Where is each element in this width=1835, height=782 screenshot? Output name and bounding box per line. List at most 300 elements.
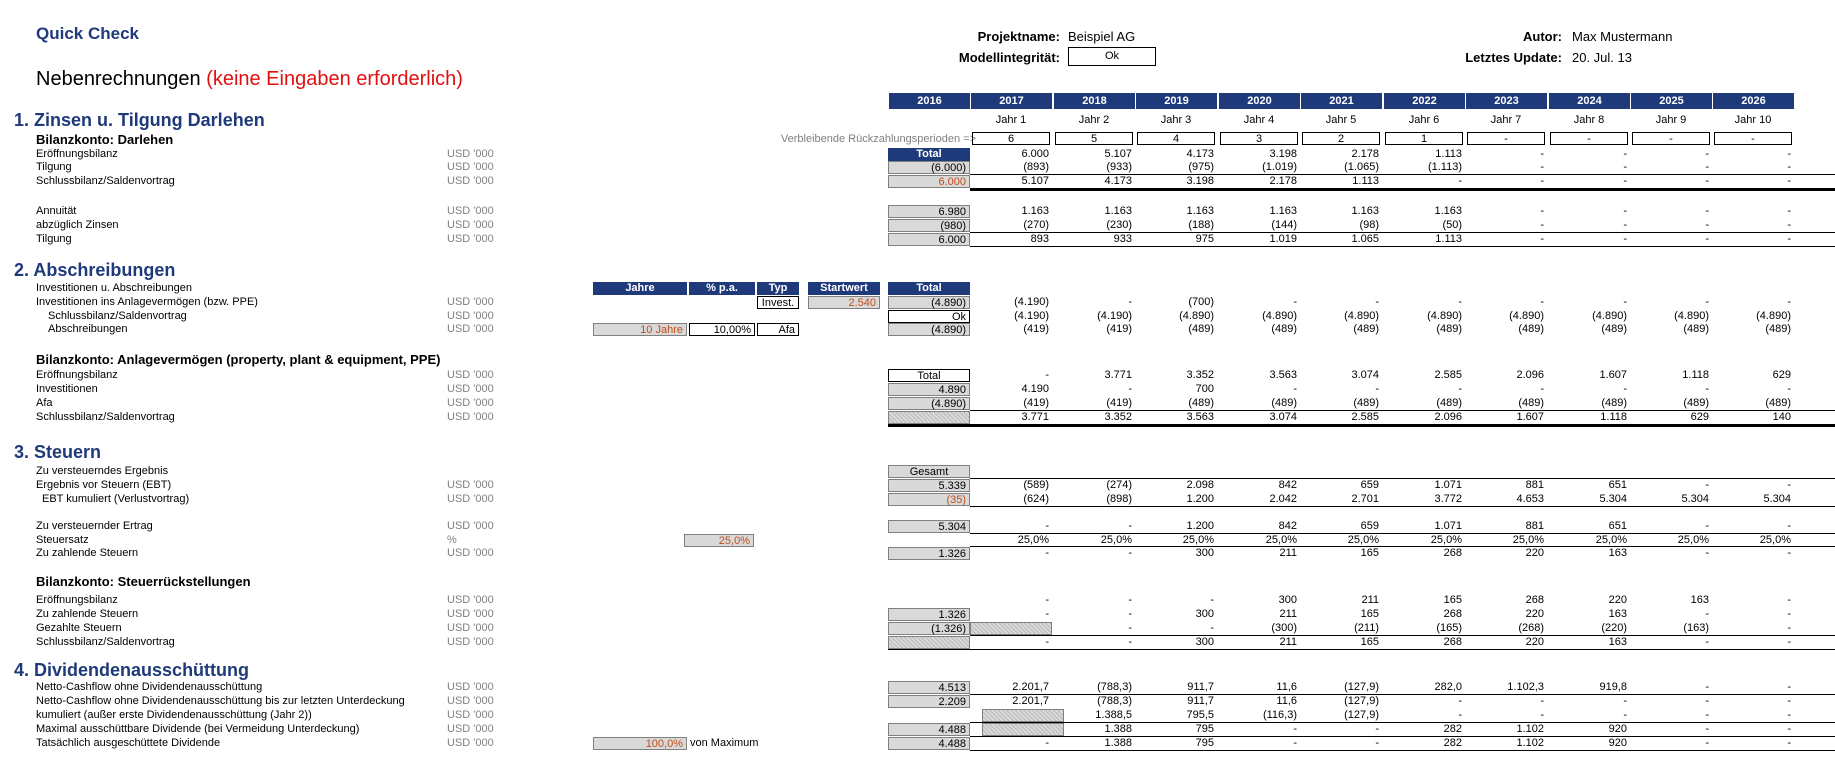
value-cell: 651	[1608, 520, 1627, 532]
total-cell: (4.890)	[888, 397, 970, 410]
blank-cell	[982, 709, 1064, 722]
jahr-label: Jahr 2	[1078, 114, 1110, 126]
value-cell: -	[1705, 161, 1709, 173]
value-cell: -	[1128, 547, 1132, 559]
value-cell: (230)	[1106, 219, 1132, 231]
ok-cell: Ok	[888, 310, 970, 323]
value-cell: 1.163	[1434, 205, 1462, 217]
value-cell: 140	[1772, 411, 1791, 423]
rule-line	[970, 533, 1835, 534]
value-cell: (188)	[1188, 219, 1214, 231]
unit-label: USD '000	[447, 681, 494, 693]
unit-label: USD '000	[447, 608, 494, 620]
value-cell: (419)	[1023, 397, 1049, 409]
period-cell: 5	[1055, 132, 1133, 145]
value-cell: (419)	[1023, 323, 1049, 335]
jahr-label: Jahr 3	[1160, 114, 1192, 126]
autor-label: Autor:	[1523, 29, 1562, 44]
jahr-label: Jahr 10	[1734, 114, 1772, 126]
value-cell: 3.771	[1104, 369, 1132, 381]
value-cell: -	[1540, 175, 1544, 187]
value-cell: 2.585	[1351, 411, 1379, 423]
value-cell: (489)	[1436, 397, 1462, 409]
value-cell: -	[1623, 219, 1627, 231]
unit-label: USD '000	[447, 175, 494, 187]
jahr-label: Jahr 4	[1243, 114, 1275, 126]
value-cell: 1.019	[1269, 233, 1297, 245]
value-cell: 6.000	[1021, 148, 1049, 160]
rule-line	[970, 188, 1835, 191]
value-cell: -	[1293, 383, 1297, 395]
unit-label: USD '000	[447, 369, 494, 381]
value-cell: -	[1623, 296, 1627, 308]
value-cell: 1.388	[1104, 723, 1132, 735]
row-label-s3b-0: Eröffnungsbilanz	[36, 594, 118, 606]
value-cell: -	[1458, 709, 1462, 721]
value-cell: 1.163	[1269, 205, 1297, 217]
value-cell: 842	[1278, 520, 1297, 532]
jahre-input: 10 Jahre	[593, 323, 687, 336]
value-cell: 2.178	[1351, 148, 1379, 160]
total-cell: 6.000	[888, 175, 970, 188]
value-cell: (1.019)	[1262, 161, 1297, 173]
value-cell: -	[1375, 723, 1379, 735]
value-cell: 5.107	[1021, 175, 1049, 187]
value-cell: -	[1045, 520, 1049, 532]
value-cell: -	[1787, 205, 1791, 217]
value-cell: 25,0%	[1430, 534, 1462, 546]
value-cell: 4.173	[1186, 148, 1214, 160]
value-cell: -	[1623, 695, 1627, 707]
value-cell: 842	[1278, 479, 1297, 491]
blank-cell	[888, 636, 970, 649]
value-cell: 163	[1690, 594, 1709, 606]
value-cell: 4.653	[1516, 493, 1544, 505]
row-label-s3-1: EBT kumuliert (Verlustvortrag)	[42, 493, 190, 505]
sheet-title: Quick Check	[36, 24, 139, 43]
value-cell: (220)	[1601, 622, 1627, 634]
unit-label: USD '000	[447, 205, 494, 217]
subsection-darlehen: Bilanzkonto: Darlehen	[36, 132, 174, 147]
value-cell: -	[1623, 205, 1627, 217]
value-cell: (116,3)	[1262, 709, 1297, 721]
value-cell: 25,0%	[1100, 534, 1132, 546]
value-cell: 300	[1195, 608, 1214, 620]
period-cell: 1	[1385, 132, 1463, 145]
value-cell: (4.890)	[1262, 310, 1297, 322]
value-cell: -	[1458, 296, 1462, 308]
steuersatz-input: 25,0%	[684, 534, 754, 547]
value-cell: 220	[1608, 594, 1627, 606]
value-cell: (4.190)	[1014, 310, 1049, 322]
value-cell: 25,0%	[1347, 534, 1379, 546]
total-cell: 4.513	[888, 681, 970, 694]
value-cell: -	[1787, 520, 1791, 532]
value-cell: (624)	[1023, 493, 1049, 505]
value-cell: -	[1705, 520, 1709, 532]
value-cell: -	[1705, 233, 1709, 245]
total-cell: 6.000	[888, 233, 970, 246]
value-cell: -	[1128, 520, 1132, 532]
value-cell: 911,7	[1187, 681, 1214, 693]
value-cell: (893)	[1023, 161, 1049, 173]
value-cell: (933)	[1106, 161, 1132, 173]
value-cell: -	[1128, 594, 1132, 606]
value-cell: 659	[1360, 520, 1379, 532]
rule-line	[970, 750, 1835, 751]
value-cell: -	[1375, 383, 1379, 395]
row-label-s3b-1: Zu zahlende Steuern	[36, 608, 139, 620]
value-cell: (4.890)	[1509, 310, 1544, 322]
value-cell: 795	[1195, 737, 1214, 749]
value-cell: -	[1540, 296, 1544, 308]
col-head-2: Typ	[757, 282, 799, 295]
subtitle	[36, 68, 463, 91]
value-cell: (4.190)	[1014, 296, 1049, 308]
value-cell: (489)	[1518, 323, 1544, 335]
value-cell: 1.102,3	[1507, 681, 1544, 693]
value-cell: (489)	[1765, 323, 1791, 335]
subsection-steuerrueckstellungen: Bilanzkonto: Steuerrückstellungen	[36, 574, 251, 589]
value-cell: (419)	[1106, 323, 1132, 335]
row-label-s1-3: Annuität	[36, 205, 77, 217]
period-cell: -	[1714, 132, 1792, 145]
value-cell: (268)	[1518, 622, 1544, 634]
value-cell: -	[1787, 737, 1791, 749]
blank-cell	[970, 622, 1052, 635]
value-cell: 3.352	[1104, 411, 1132, 423]
value-cell: -	[1623, 709, 1627, 721]
row-label-s3-4: Zu zahlende Steuern	[36, 547, 139, 559]
value-cell: 165	[1360, 547, 1379, 559]
row-label-s2-1: Schlussbilanz/Saldenvortrag	[48, 310, 187, 322]
value-cell: -	[1787, 175, 1791, 187]
pct-input: 100,0%	[593, 737, 687, 750]
value-cell: 881	[1525, 520, 1544, 532]
value-cell: -	[1623, 383, 1627, 395]
blank-cell	[888, 411, 970, 424]
value-cell: 163	[1608, 608, 1627, 620]
value-cell: (489)	[1353, 323, 1379, 335]
unit-label: USD '000	[447, 411, 494, 423]
value-cell: 165	[1360, 608, 1379, 620]
unit-label: USD '000	[447, 397, 494, 409]
value-cell: -	[1705, 723, 1709, 735]
value-cell: -	[1787, 547, 1791, 559]
value-cell: 5.107	[1104, 148, 1132, 160]
rule-line	[888, 649, 1835, 650]
value-cell: (898)	[1106, 493, 1132, 505]
value-cell: 1.113	[1435, 233, 1462, 245]
value-cell: -	[1705, 608, 1709, 620]
value-cell: (4.890)	[1674, 310, 1709, 322]
year-header-2020: 2020	[1218, 93, 1300, 109]
value-cell: 975	[1195, 233, 1214, 245]
row-label-s4-1: Netto-Cashflow ohne Dividendenausschüttung bis zur letzten Unterdeckung	[36, 695, 405, 707]
period-cell: -	[1467, 132, 1545, 145]
year-header-2022: 2022	[1383, 93, 1465, 109]
value-cell: -	[1787, 695, 1791, 707]
value-cell: -	[1128, 608, 1132, 620]
modellintegritaet-status: Ok	[1068, 47, 1156, 66]
total-cell: (4.890)	[888, 323, 970, 336]
value-cell: -	[1458, 695, 1462, 707]
value-cell: 700	[1195, 383, 1214, 395]
rule-line	[970, 635, 1835, 636]
rule-line	[970, 722, 1835, 723]
value-cell: -	[1705, 709, 1709, 721]
unit-label: USD '000	[447, 296, 494, 308]
year-header-2025: 2025	[1630, 93, 1712, 109]
value-cell: (127,9)	[1344, 695, 1379, 707]
value-cell: -	[1787, 723, 1791, 735]
period-cell: -	[1550, 132, 1628, 145]
value-cell: 659	[1360, 479, 1379, 491]
value-cell: (975)	[1188, 161, 1214, 173]
total-cell: 4.890	[888, 383, 970, 396]
unit-label: USD '000	[447, 547, 494, 559]
value-cell: 211	[1279, 547, 1297, 559]
value-cell: (1.113)	[1427, 161, 1462, 173]
value-cell: 919,8	[1599, 681, 1627, 693]
value-cell: -	[1293, 723, 1297, 735]
value-cell: (788,3)	[1097, 695, 1132, 707]
subsection-investitionen: Investitionen u. Abschreibungen	[36, 282, 192, 294]
value-cell: 211	[1279, 636, 1297, 648]
value-cell: 300	[1278, 594, 1297, 606]
value-cell: (489)	[1518, 397, 1544, 409]
value-cell: 1.388,5	[1095, 709, 1132, 721]
row-label-s3-0: Ergebnis vor Steuern (EBT)	[36, 479, 172, 491]
total-cell: (980)	[888, 219, 970, 232]
unit-label: USD '000	[447, 219, 494, 231]
value-cell: (489)	[1271, 397, 1297, 409]
value-cell: 5.304	[1599, 493, 1627, 505]
value-cell: 2.201,7	[1012, 695, 1049, 707]
value-cell: 1.163	[1351, 205, 1379, 217]
total-cell: 1.326	[888, 547, 970, 560]
value-cell: -	[1623, 148, 1627, 160]
value-cell: 268	[1443, 547, 1462, 559]
period-cell: 6	[972, 132, 1050, 145]
total-cell: 5.339	[888, 479, 970, 492]
unit-label: USD '000	[447, 383, 494, 395]
value-cell: 1.065	[1351, 233, 1379, 245]
value-cell: -	[1787, 709, 1791, 721]
value-cell: 795	[1195, 723, 1214, 735]
value-cell: (489)	[1601, 397, 1627, 409]
value-cell: 1.388	[1104, 737, 1132, 749]
rule-line	[970, 546, 1835, 547]
year-header-2017: 2017	[970, 93, 1052, 109]
total-header-ppe: Total	[888, 369, 970, 382]
value-cell: -	[1787, 681, 1791, 693]
value-cell: -	[1705, 737, 1709, 749]
value-cell: 795,5	[1186, 709, 1214, 721]
value-cell: 1.200	[1186, 493, 1214, 505]
value-cell: 282	[1443, 737, 1462, 749]
value-cell: -	[1787, 622, 1791, 634]
value-cell: (127,9)	[1344, 681, 1379, 693]
total-cell: 1.326	[888, 608, 970, 621]
value-cell: -	[1540, 695, 1544, 707]
row-label-s4-4: Tatsächlich ausgeschüttete Dividende	[36, 737, 221, 749]
value-cell: 3.074	[1351, 369, 1379, 381]
year-header-2018: 2018	[1053, 93, 1135, 109]
rule-line	[970, 694, 1835, 695]
blank-cell	[982, 723, 1064, 736]
periods-label: Verbleibende Rückzahlungsperioden =>	[780, 133, 976, 145]
projektname-label: Projektname:	[977, 29, 1060, 44]
period-cell: -	[1632, 132, 1710, 145]
total-cell: (6.000)	[888, 161, 970, 174]
value-cell: -	[1540, 219, 1544, 231]
value-cell: (4.890)	[1344, 310, 1379, 322]
value-cell: -	[1210, 622, 1214, 634]
value-cell: 163	[1608, 636, 1627, 648]
unit-label: USD '000	[447, 723, 494, 735]
value-cell: 933	[1113, 233, 1132, 245]
value-cell: 2.098	[1186, 479, 1214, 491]
value-cell: 220	[1525, 636, 1544, 648]
row-label-s1-5: Tilgung	[36, 233, 72, 245]
value-cell: -	[1705, 695, 1709, 707]
value-cell: -	[1045, 547, 1049, 559]
col-head-3: Startwert	[808, 282, 880, 295]
value-cell: 2.585	[1434, 369, 1462, 381]
value-cell: 1.200	[1186, 520, 1214, 532]
pct-input: 10,00%	[689, 323, 755, 336]
value-cell: (489)	[1271, 323, 1297, 335]
value-cell: -	[1705, 383, 1709, 395]
value-cell: (489)	[1683, 397, 1709, 409]
value-cell: 1.113	[1435, 148, 1462, 160]
value-cell: -	[1375, 296, 1379, 308]
section-title-steuern: 3. Steuern	[14, 442, 102, 462]
period-cell: 4	[1137, 132, 1215, 145]
value-cell: -	[1705, 148, 1709, 160]
value-cell: 25,0%	[1017, 534, 1049, 546]
value-cell: 1.118	[1600, 411, 1627, 423]
value-cell: (489)	[1683, 323, 1709, 335]
value-cell: 4.173	[1104, 175, 1132, 187]
value-cell: (4.890)	[1756, 310, 1791, 322]
value-cell: -	[1045, 608, 1049, 620]
value-cell: -	[1210, 594, 1214, 606]
value-cell: 893	[1030, 233, 1049, 245]
unit-label: USD '000	[447, 323, 494, 335]
value-cell: (165)	[1436, 622, 1462, 634]
row-label-s4-0: Netto-Cashflow ohne Dividendenausschüttung	[36, 681, 263, 693]
value-cell: (274)	[1106, 479, 1132, 491]
row-label-s2b-0: Eröffnungsbilanz	[36, 369, 118, 381]
period-cell: 3	[1220, 132, 1298, 145]
value-cell: 25,0%	[1677, 534, 1709, 546]
value-cell: -	[1787, 219, 1791, 231]
row-label-s1-2: Schlussbilanz/Saldenvortrag	[36, 175, 175, 187]
total-cell: 4.488	[888, 723, 970, 736]
update-label: Letztes Update:	[1465, 50, 1562, 65]
von-maximum-label: von Maximum	[690, 737, 759, 749]
value-cell: -	[1705, 547, 1709, 559]
value-cell: 165	[1443, 594, 1462, 606]
value-cell: -	[1458, 383, 1462, 395]
year-header-2023: 2023	[1465, 93, 1547, 109]
unit-label: USD '000	[447, 233, 494, 245]
value-cell: -	[1045, 636, 1049, 648]
value-cell: 3.198	[1269, 148, 1297, 160]
row-label-s1-1: Tilgung	[36, 161, 72, 173]
value-cell: -	[1623, 175, 1627, 187]
startwert-input: 2.540	[808, 296, 880, 309]
value-cell: -	[1787, 233, 1791, 245]
value-cell: 3.772	[1434, 493, 1462, 505]
row-label-s4-2: kumuliert (außer erste Dividendenausschüttung (Jahr 2))	[36, 709, 312, 721]
value-cell: 211	[1279, 608, 1297, 620]
value-cell: (98)	[1359, 219, 1379, 231]
value-cell: 1.113	[1352, 175, 1379, 187]
value-cell: 25,0%	[1759, 534, 1791, 546]
value-cell: -	[1787, 296, 1791, 308]
value-cell: -	[1375, 737, 1379, 749]
value-cell: 2.042	[1269, 493, 1297, 505]
value-cell: 1.163	[1186, 205, 1214, 217]
value-cell: -	[1045, 369, 1049, 381]
subtitle-note: (keine Eingaben erforderlich)	[206, 68, 463, 90]
jahr-label: Jahr 9	[1655, 114, 1687, 126]
value-cell: 3.563	[1269, 369, 1297, 381]
value-cell: -	[1705, 219, 1709, 231]
year-header-2016: 2016	[888, 93, 970, 109]
autor-value: Max Mustermann	[1572, 29, 1673, 44]
value-cell: (589)	[1023, 479, 1049, 491]
afa-typ: Afa	[757, 323, 799, 336]
value-cell: -	[1787, 636, 1791, 648]
value-cell: 2.096	[1434, 411, 1462, 423]
section-title-zinsen: 1. Zinsen u. Tilgung Darlehen	[14, 110, 265, 130]
row-label-s1-4: abzüglich Zinsen	[36, 219, 119, 231]
row-label-s3b-3: Schlussbilanz/Saldenvortrag	[36, 636, 175, 648]
value-cell: 282,0	[1434, 681, 1462, 693]
value-cell: -	[1787, 479, 1791, 491]
value-cell: 4.190	[1021, 383, 1049, 395]
rule-line	[970, 246, 1835, 247]
value-cell: (300)	[1271, 622, 1297, 634]
period-cell: 2	[1302, 132, 1380, 145]
value-cell: 3.074	[1269, 411, 1297, 423]
value-cell: (144)	[1271, 219, 1297, 231]
year-header-2024: 2024	[1548, 93, 1630, 109]
total-cell: (35)	[888, 493, 970, 506]
unit-label: USD '000	[447, 520, 494, 532]
update-value: 20. Jul. 13	[1572, 50, 1632, 65]
col-head-4: Total	[888, 282, 970, 295]
rule-line	[970, 410, 1835, 411]
value-cell: 651	[1608, 479, 1627, 491]
value-cell: -	[1705, 175, 1709, 187]
unit-label: USD '000	[447, 161, 494, 173]
row-label-s2-2: Abschreibungen	[48, 323, 128, 335]
unit-label: USD '000	[447, 594, 494, 606]
row-label-s2b-2: Afa	[36, 397, 53, 409]
value-cell: 1.118	[1682, 369, 1709, 381]
subsection-zvE: Zu versteuerndes Ergebnis	[36, 465, 169, 477]
value-cell: (4.890)	[1427, 310, 1462, 322]
value-cell: 3.198	[1186, 175, 1214, 187]
value-cell: (489)	[1353, 397, 1379, 409]
col-head-0: Jahre	[593, 282, 687, 295]
unit-label: %	[447, 534, 457, 546]
